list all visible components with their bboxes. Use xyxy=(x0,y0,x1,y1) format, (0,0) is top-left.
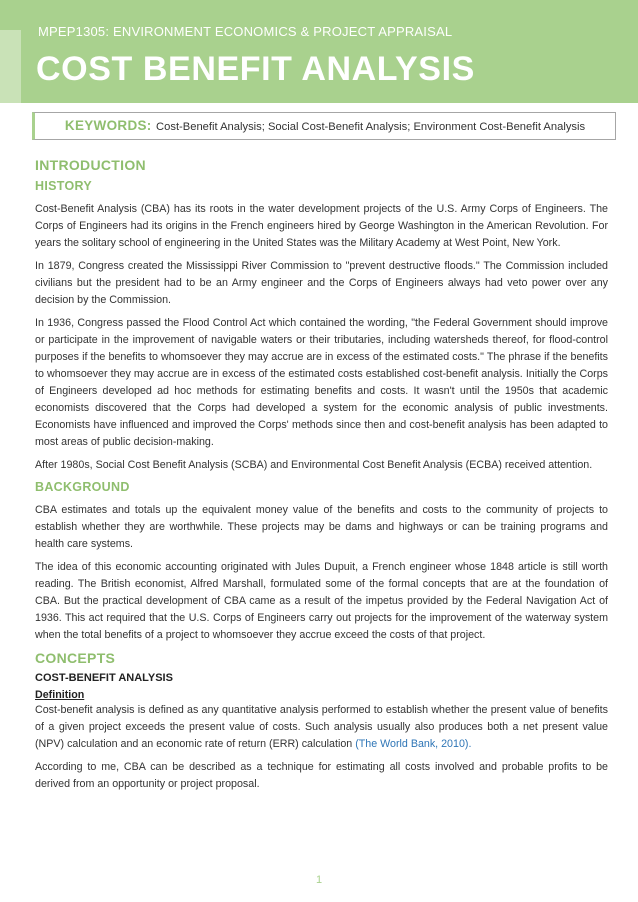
concepts-heading: CONCEPTS xyxy=(35,650,116,666)
keywords-label: KEYWORDS: xyxy=(64,118,152,133)
keywords-box xyxy=(32,112,616,140)
definition-text: Cost-benefit analysis is defined as any quantitative analysis performed to establish whether the present value of benefits of a given project exceeds the present value of costs. Such analysis usually also produces both a net present value (NPV) calculation and an economic rate of return (ERR) calculation xyxy=(35,704,608,750)
opinion-paragraph: According to me, CBA can be described as a technique for estimating all costs involved and probable profits to be derived from an opportunity or project proposal. xyxy=(35,761,608,790)
cba-subheading: COST-BENEFIT ANALYSIS xyxy=(35,672,173,684)
document-title: COST BENEFIT ANALYSIS xyxy=(36,50,475,88)
background-heading: BACKGROUND xyxy=(35,480,130,494)
introduction-heading: INTRODUCTION xyxy=(35,157,146,173)
definition-heading: Definition xyxy=(35,689,85,701)
history-paragraph: In 1936, Congress passed the Flood Control Act which contained the wording, "the Federal Government should improve or participate in the improvement of navigable waters or their tributaries, including watersheds thereof, for flood-control purposes if the benefits to whomsoever they may accrue are in excess of the estimated costs." The phrase if the benefits to whomsoever they may accrue are in excess of the estimated costs established cost-benefit analysis. Initially the Corps of Engineers developed ad hoc methods for estimating benefits and costs. It wasn't until the 1950s that academic economists discovered that the Corps had developed a system for the economic analysis of public investments. Economists have influenced and improved the Corps' methods since then and cost-benefit analysis has been adapted to most areas of public decision-making. xyxy=(35,317,608,448)
background-paragraph: The idea of this economic accounting originated with Jules Dupuit, a French engineer whose 1848 article is still worth reading. The British economist, Alfred Marshall, formulated some of the formal concepts that are at the foundation of CBA. But the practical development of CBA came as a result of the impetus provided by the Federal Navigation Act of 1936. This act required that the U.S. Corps of Engineers carry out projects for the improvement of the waterway system when the total benefits of a project to whomsoever they accrue exceed the costs of that project. xyxy=(35,561,608,641)
citation-link[interactable]: (The World Bank, 2010). xyxy=(355,738,472,750)
history-paragraph: After 1980s, Social Cost Benefit Analysis (SCBA) and Environmental Cost Benefit Analysis (ECBA) received attention. xyxy=(35,459,593,471)
course-title: MPEP1305: ENVIRONMENT ECONOMICS & PROJECT APPRAISAL xyxy=(38,24,453,39)
history-paragraph: In 1879, Congress created the Mississippi River Commission to "prevent destructive floods." The Commission included civilians but the president had to be an Army engineer and the Corps of Engineers always had veto power over any decision by the Commission. xyxy=(35,260,608,306)
header-accent-bar xyxy=(0,30,21,103)
document-body xyxy=(35,157,608,799)
background-paragraph: CBA estimates and totals up the equivalent money value of the benefits and costs to the community of projects to establish whether they are worthwhile. These projects may be dams and highways or can be training programs and health care systems. xyxy=(35,504,608,550)
history-paragraph: Cost-Benefit Analysis (CBA) has its roots in the water development projects of the U.S. Army Corps of Engineers. The Corps of Engineers had its origins in the French engineers hired by George Washington in the American Revolution. For years the solitary school of engineering in the United States was the Military Academy at West Point, New York. xyxy=(35,203,608,249)
history-heading: HISTORY xyxy=(35,179,92,193)
definition-paragraph xyxy=(35,702,608,753)
page-number: 1 xyxy=(315,874,323,886)
keywords-text: Cost-Benefit Analysis; Social Cost-Benefit Analysis; Environment Cost-Benefit Analysis xyxy=(156,121,586,133)
